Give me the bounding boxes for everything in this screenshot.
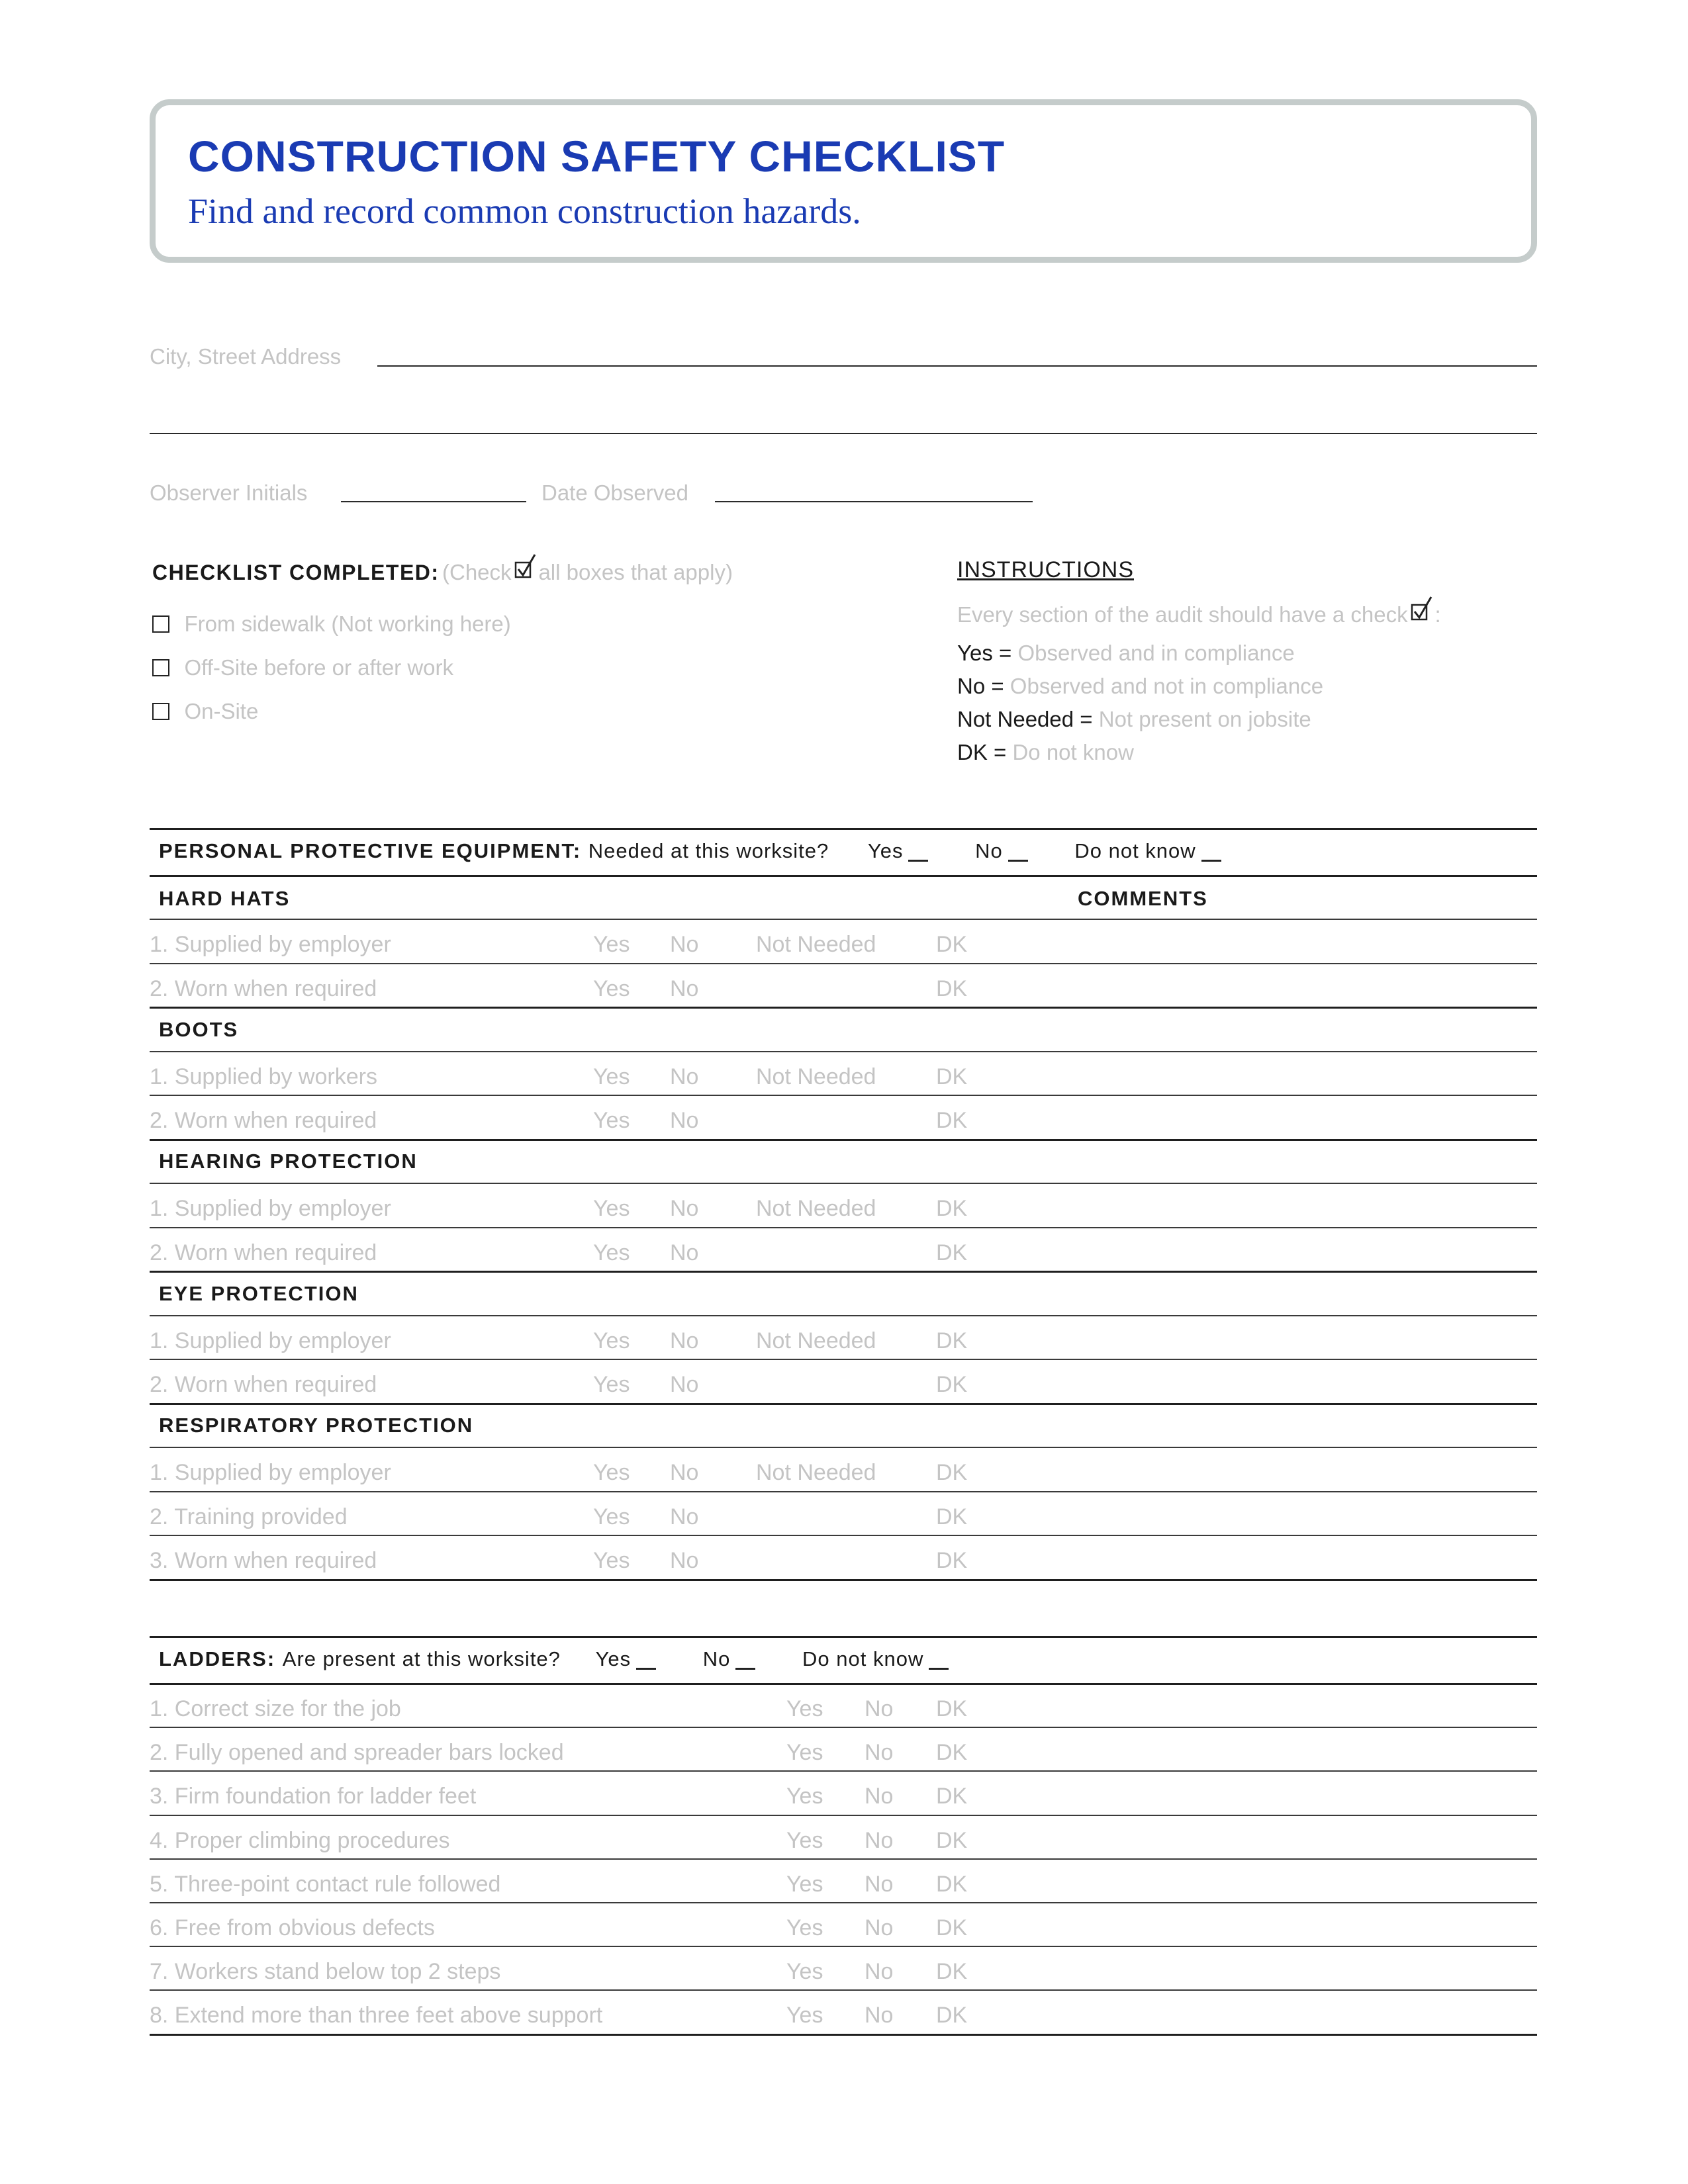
rule: [150, 1815, 1537, 1816]
legend-yes: Yes = Observed and in compliance: [957, 641, 1295, 665]
row-label: 1. Correct size for the job: [150, 1696, 401, 1721]
dk-option[interactable]: DK: [936, 1827, 968, 1853]
no-option[interactable]: No: [865, 2003, 894, 2028]
ladders-yes-blank[interactable]: [636, 1648, 656, 1670]
legend-not-needed: Not Needed = Not present on jobsite: [957, 707, 1311, 731]
checklist-note-start: (Check: [442, 560, 512, 584]
dk-option[interactable]: DK: [936, 1504, 968, 1529]
row-label: 8. Extend more than three feet above support: [150, 2003, 603, 2028]
no-option[interactable]: No: [865, 1696, 894, 1721]
dk-option[interactable]: DK: [936, 1740, 968, 1766]
no-option[interactable]: No: [670, 1196, 699, 1221]
rule: [150, 1139, 1537, 1141]
no-option[interactable]: No: [670, 932, 699, 957]
page-subtitle: Find and record common construction hazards.: [188, 191, 861, 231]
no-option[interactable]: No: [865, 1871, 894, 1897]
no-option[interactable]: No: [670, 1240, 699, 1265]
yes-option[interactable]: Yes: [593, 1064, 630, 1089]
date-observed-field[interactable]: [715, 501, 1033, 502]
no-option[interactable]: No: [865, 1915, 894, 1940]
observer-initials-field[interactable]: [341, 501, 526, 502]
row-label: 5. Three-point contact rule followed: [150, 1871, 501, 1897]
not-needed-option[interactable]: Not Needed: [756, 932, 876, 957]
yes-option[interactable]: Yes: [593, 1240, 630, 1265]
ppe-no-blank[interactable]: [1008, 840, 1028, 862]
no-option[interactable]: No: [865, 1827, 894, 1853]
option-onsite[interactable]: On-Site: [152, 699, 258, 724]
page-title: CONSTRUCTION SAFETY CHECKLIST: [188, 132, 1006, 181]
rule: [150, 1902, 1537, 1903]
row-label: 4. Proper climbing procedures: [150, 1827, 450, 1853]
legend-dk: DK = Do not know: [957, 740, 1134, 764]
checkbox[interactable]: [152, 703, 169, 720]
dk-option[interactable]: DK: [936, 1240, 968, 1265]
no-option[interactable]: No: [865, 1740, 894, 1766]
yes-option[interactable]: Yes: [593, 1108, 630, 1133]
ppe-yes-blank[interactable]: [908, 840, 928, 862]
rule: [150, 875, 1537, 877]
rule: [150, 1858, 1537, 1860]
row-label: 1. Supplied by workers: [150, 1064, 377, 1089]
rule: [150, 1770, 1537, 1772]
dk-option[interactable]: DK: [936, 976, 968, 1001]
dk-option[interactable]: DK: [936, 1196, 968, 1221]
address-label: City, Street Address: [150, 344, 342, 369]
rule: [150, 1051, 1537, 1052]
checklist-completed: [152, 557, 733, 585]
row-label: 2. Worn when required: [150, 1372, 377, 1397]
rule: [150, 963, 1537, 964]
yes-option[interactable]: Yes: [593, 1372, 630, 1397]
dk-option[interactable]: DK: [936, 2003, 968, 2028]
no-option[interactable]: No: [670, 1460, 699, 1485]
rule: [150, 1183, 1537, 1184]
option-offsite[interactable]: Off-Site before or after work: [152, 655, 453, 680]
checkmark-icon: [1411, 600, 1432, 626]
date-label: Date Observed: [541, 480, 688, 505]
not-needed-option[interactable]: Not Needed: [756, 1328, 876, 1353]
rule: [150, 1989, 1537, 1991]
yes-option[interactable]: Yes: [593, 1460, 630, 1485]
rule: [150, 1636, 1537, 1638]
no-option[interactable]: No: [670, 1108, 699, 1133]
yes-option[interactable]: Yes: [786, 1740, 823, 1766]
rule: [150, 1315, 1537, 1316]
instructions-text: Every section of the audit should have a check :: [957, 600, 1441, 627]
no-option[interactable]: No: [865, 1784, 894, 1809]
rule: [150, 1727, 1537, 1728]
comments-header: COMMENTS: [1078, 887, 1208, 910]
section-header: HEARING PROTECTION: [159, 1150, 418, 1173]
rule: [150, 1535, 1537, 1536]
row-label: 1. Supplied by employer: [150, 1460, 391, 1485]
row-label: 3. Firm foundation for ladder feet: [150, 1784, 477, 1809]
row-label: 2. Worn when required: [150, 1240, 377, 1265]
rule: [150, 1447, 1537, 1448]
dk-option[interactable]: DK: [936, 1959, 968, 1985]
not-needed-option[interactable]: Not Needed: [756, 1196, 876, 1221]
section-header: EYE PROTECTION: [159, 1281, 359, 1305]
row-label: 2. Worn when required: [150, 976, 377, 1001]
rule: [150, 1491, 1537, 1492]
address-line-2[interactable]: [150, 433, 1537, 434]
instructions-heading: INSTRUCTIONS: [957, 557, 1134, 582]
row-label: 2. Worn when required: [150, 1108, 377, 1133]
rule: [150, 1683, 1537, 1685]
section-header: HARD HATS: [159, 887, 291, 910]
rule: [150, 1946, 1537, 1947]
no-option[interactable]: No: [670, 1328, 699, 1353]
no-option[interactable]: No: [670, 1064, 699, 1089]
no-option[interactable]: No: [670, 1548, 699, 1573]
observer-label: Observer Initials: [150, 480, 308, 505]
no-option[interactable]: No: [670, 976, 699, 1001]
rule: [150, 1579, 1537, 1581]
rule: [150, 1007, 1537, 1009]
rule: [150, 1359, 1537, 1360]
row-label: 2. Training provided: [150, 1504, 348, 1529]
row-label: 6. Free from obvious defects: [150, 1915, 435, 1940]
dk-option[interactable]: DK: [936, 1915, 968, 1940]
yes-option[interactable]: Yes: [593, 976, 630, 1001]
yes-option[interactable]: Yes: [786, 1915, 823, 1940]
dk-option[interactable]: DK: [936, 1064, 968, 1089]
dk-option[interactable]: DK: [936, 1548, 968, 1573]
dk-option[interactable]: DK: [936, 1460, 968, 1485]
row-label: 3. Worn when required: [150, 1548, 377, 1573]
legend-no: No = Observed and not in compliance: [957, 674, 1324, 698]
ladders-no-blank[interactable]: [735, 1648, 755, 1670]
rule: [150, 919, 1537, 920]
no-option[interactable]: No: [670, 1372, 699, 1397]
row-label: 1. Supplied by employer: [150, 932, 391, 957]
yes-option[interactable]: Yes: [786, 1871, 823, 1897]
yes-option[interactable]: Yes: [593, 932, 630, 957]
ladders-header: LADDERS: Are present at this worksite? Yes No Do not know: [159, 1647, 949, 1671]
dk-option[interactable]: DK: [936, 1328, 968, 1353]
rule: [150, 1095, 1537, 1096]
rule: [150, 1403, 1537, 1405]
ppe-dk-blank[interactable]: [1201, 840, 1221, 862]
yes-option[interactable]: Yes: [786, 1784, 823, 1809]
yes-option[interactable]: Yes: [786, 1827, 823, 1853]
yes-option[interactable]: Yes: [593, 1504, 630, 1529]
rule: [150, 2034, 1537, 2036]
checkbox[interactable]: [152, 615, 169, 633]
checklist-note-end: all boxes that apply): [538, 560, 733, 584]
yes-option[interactable]: Yes: [593, 1196, 630, 1221]
section-header: BOOTS: [159, 1017, 239, 1041]
yes-option[interactable]: Yes: [786, 1959, 823, 1985]
not-needed-option[interactable]: Not Needed: [756, 1064, 876, 1089]
rule: [150, 828, 1537, 830]
yes-option[interactable]: Yes: [786, 2003, 823, 2028]
ladders-dk-blank[interactable]: [929, 1648, 949, 1670]
no-option[interactable]: No: [670, 1504, 699, 1529]
ppe-header: PERSONAL PROTECTIVE EQUIPMENT: Needed at this worksite? Yes No Do not know: [159, 839, 1221, 863]
checkbox[interactable]: [152, 659, 169, 676]
dk-option[interactable]: DK: [936, 1108, 968, 1133]
not-needed-option[interactable]: Not Needed: [756, 1460, 876, 1485]
rule: [150, 1271, 1537, 1273]
row-label: 1. Supplied by employer: [150, 1328, 391, 1353]
row-label: 2. Fully opened and spreader bars locked: [150, 1740, 564, 1766]
yes-option[interactable]: Yes: [786, 1696, 823, 1721]
dk-option[interactable]: DK: [936, 1784, 968, 1809]
no-option[interactable]: No: [865, 1959, 894, 1985]
section-header: RESPIRATORY PROTECTION: [159, 1414, 474, 1437]
dk-option[interactable]: DK: [936, 1871, 968, 1897]
dk-option[interactable]: DK: [936, 932, 968, 957]
yes-option[interactable]: Yes: [593, 1328, 630, 1353]
checklist-completed-label: CHECKLIST COMPLETED:: [152, 561, 440, 584]
dk-option[interactable]: DK: [936, 1696, 968, 1721]
dk-option[interactable]: DK: [936, 1372, 968, 1397]
yes-option[interactable]: Yes: [593, 1548, 630, 1573]
row-label: 1. Supplied by employer: [150, 1196, 391, 1221]
address-line-1[interactable]: [377, 365, 1537, 367]
rule: [150, 1227, 1537, 1228]
option-sidewalk[interactable]: From sidewalk (Not working here): [152, 612, 511, 637]
row-label: 7. Workers stand below top 2 steps: [150, 1959, 501, 1985]
checkmark-icon: [514, 557, 536, 584]
